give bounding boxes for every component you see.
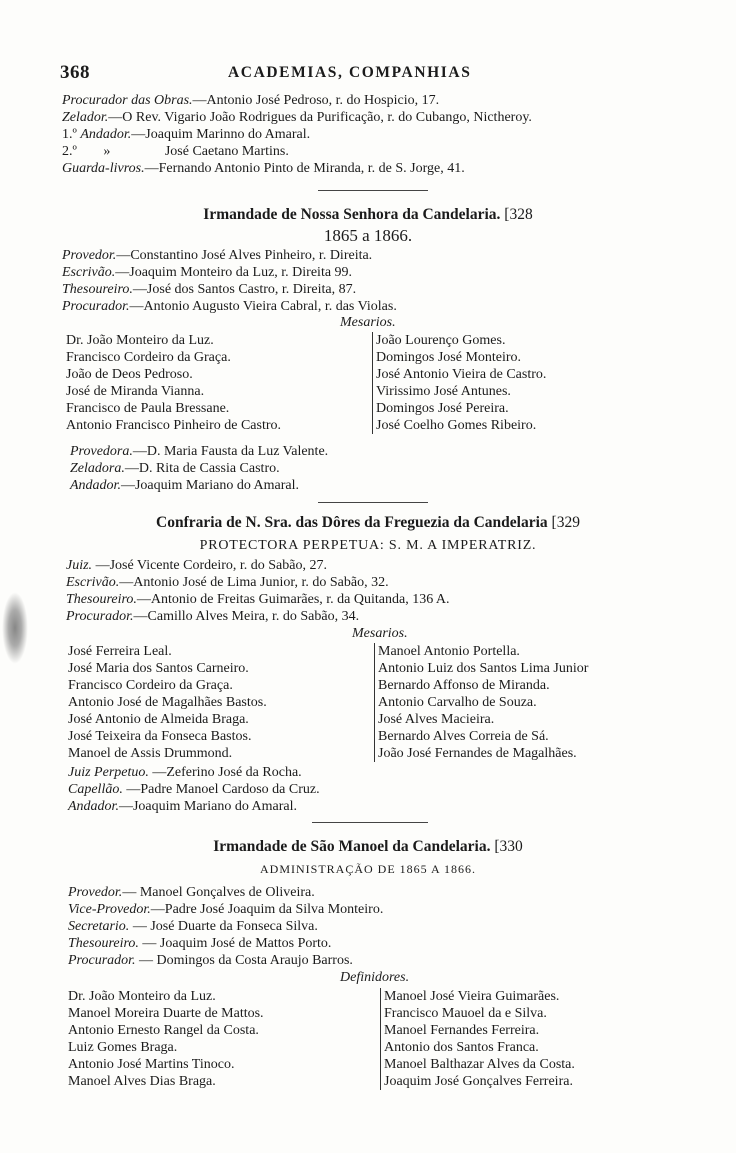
divider [312, 822, 428, 823]
officer-procurador: Procurador.—Antonio Augusto Vieira Cabral, r. das Violas. [62, 299, 397, 314]
list-item: José de Miranda Vianna. [66, 384, 205, 399]
list-item: Manoel de Assis Drummond. [68, 746, 233, 761]
top-entry-zelador: Zelador.—O Rev. Vigario João Rodrigues da Purificação, r. do Cubango, Nictheroy. [62, 110, 532, 125]
officer-juiz: Juiz. —José Vicente Cordeiro, r. do Sabão, 27. [66, 558, 327, 573]
officer-zeladora: Zeladora.—D. Rita de Cassia Castro. [70, 461, 280, 476]
members-left-column [68, 988, 264, 1090]
list-item: Francisco Mauoel da e Silva. [384, 1006, 547, 1021]
list-item: Antonio Ernesto Rangel da Costa. [68, 1023, 259, 1038]
officer-andador: Andador.—Joaquim Mariano do Amaral. [68, 799, 298, 814]
list-item: Manoel José Vieira Guimarães. [384, 989, 560, 1004]
list-item: Domingos José Monteiro. [376, 350, 522, 365]
members-label: Mesarios. [340, 315, 396, 330]
officer-provedor: Provedor.— Manoel Gonçalves de Oliveira. [68, 885, 315, 900]
officer-vice-provedor: Vice-Provedor.—Padre José Joaquim da Silva Monteiro. [68, 902, 384, 917]
list-item: Bernardo Alves Correia de Sá. [378, 729, 549, 744]
top-entry-andador-2: 2.º » José Caetano Martins. [62, 144, 289, 159]
running-head: ACADEMIAS, COMPANHIAS [228, 64, 472, 81]
list-item: Francisco de Paula Bressane. [66, 401, 230, 416]
section-title-328: Irmandade de Nossa Senhora da Candelaria. [328 [203, 206, 533, 223]
section-subtitle: PROTECTORA PERPETUA: S. M. A IMPERATRIZ. [199, 538, 537, 553]
list-item: Antonio Luiz dos Santos Lima Junior [378, 661, 589, 676]
officer-provedora: Provedora.—D. Maria Fausta da Luz Valente. [70, 444, 329, 459]
list-item: José Alves Macieira. [378, 712, 495, 727]
officer-procurador: Procurador.—Camillo Alves Meira, r. do Sabão, 34. [66, 609, 360, 624]
top-entry-procurador: Procurador das Obras.—Antonio José Pedroso, r. do Hospicio, 17. [62, 93, 440, 108]
officer-thesoureiro: Thesoureiro.—José dos Santos Castro, r. Direita, 87. [62, 282, 357, 297]
top-entry-andador-1: 1.º Andador.—Joaquim Marinno do Amaral. [62, 127, 311, 142]
officer-provedor: Provedor.—Constantino José Alves Pinheiro, r. Direita. [62, 248, 373, 263]
list-item: Dr. João Monteiro da Luz. [66, 333, 214, 348]
divider [318, 190, 428, 191]
top-entry-guarda-livros: Guarda-livros.—Fernando Antonio Pinto de Miranda, r. de S. Jorge, 41. [62, 161, 465, 176]
officer-andador: Andador.—Joaquim Mariano do Amaral. [70, 478, 300, 493]
list-item: José Coelho Gomes Ribeiro. [376, 418, 537, 433]
list-item: João Lourenço Gomes. [376, 333, 506, 348]
list-item: Manoel Alves Dias Braga. [68, 1074, 216, 1089]
list-item: José Ferreira Leal. [68, 644, 172, 659]
officer-escrivao: Escrivão.—Joaquim Monteiro da Luz, r. Direita 99. [62, 265, 353, 280]
section-title-330: Irmandade de São Manoel da Candelaria. [330 [213, 838, 523, 855]
divider [318, 502, 428, 503]
list-item: José Maria dos Santos Carneiro. [68, 661, 249, 676]
list-item: Manoel Balthazar Alves da Costa. [384, 1057, 575, 1072]
officer-capellao: Capellão. —Padre Manoel Cardoso da Cruz. [68, 782, 320, 797]
list-item: Manoel Moreira Duarte de Mattos. [68, 1006, 264, 1021]
list-item: Francisco Cordeiro da Graça. [68, 678, 233, 693]
list-item: Domingos José Pereira. [376, 401, 509, 416]
list-item: Antonio Francisco Pinheiro de Castro. [66, 418, 282, 433]
list-item: Virissimo José Antunes. [376, 384, 511, 399]
page-header [0, 62, 736, 84]
section-years: 1865 a 1866. [323, 226, 413, 245]
list-item: Francisco Cordeiro da Graça. [66, 350, 231, 365]
list-item: José Antonio de Almeida Braga. [68, 712, 249, 727]
officer-procurador: Procurador. — Domingos da Costa Araujo Barros. [68, 953, 353, 968]
list-item: Luiz Gomes Braga. [68, 1040, 178, 1055]
members-left-column [68, 643, 267, 762]
officer-thesoureiro: Thesoureiro.—Antonio de Freitas Guimarães, r. da Quitanda, 136 A. [66, 592, 450, 607]
members-left-column [66, 332, 281, 434]
officer-thesoureiro: Thesoureiro. — Joaquim José de Mattos Porto. [68, 936, 332, 951]
list-item: José Antonio Vieira de Castro. [376, 367, 547, 382]
members-label: Mesarios. [352, 626, 408, 641]
members-label: Definidores. [340, 970, 410, 985]
list-item: Antonio José de Magalhães Bastos. [68, 695, 267, 710]
list-item: João José Fernandes de Magalhães. [378, 746, 577, 761]
officer-escrivao: Escrivão.—Antonio José de Lima Junior, r. do Sabão, 32. [66, 575, 389, 590]
officer-juiz-perpetuo: Juiz Perpetuo. —Zeferino José da Rocha. [68, 765, 302, 780]
list-item: Antonio José Martins Tinoco. [68, 1057, 235, 1072]
list-item: Manoel Antonio Portella. [378, 644, 520, 659]
page-number: 368 [60, 62, 90, 83]
list-item: José Teixeira da Fonseca Bastos. [68, 729, 252, 744]
section-title-329: Confraria de N. Sra. das Dôres da Freguezia da Candelaria [329 [156, 514, 580, 531]
list-item: Bernardo Affonso de Miranda. [378, 678, 550, 693]
members-right-column [372, 332, 546, 434]
members-right-column [380, 988, 575, 1090]
page-edge-smudge [2, 592, 28, 664]
section-admin-years: ADMINISTRAÇÃO DE 1865 A 1866. [259, 862, 476, 876]
list-item: Manoel Fernandes Ferreira. [384, 1023, 540, 1038]
list-item: Joaquim José Gonçalves Ferreira. [384, 1074, 573, 1089]
list-item: Dr. João Monteiro da Luz. [68, 989, 216, 1004]
list-item: Antonio dos Santos Franca. [384, 1040, 539, 1055]
list-item: João de Deos Pedroso. [66, 367, 193, 382]
officer-secretario: Secretario. — José Duarte da Fonseca Silva. [68, 919, 318, 934]
list-item: Antonio Carvalho de Souza. [378, 695, 537, 710]
members-right-column [374, 643, 588, 762]
